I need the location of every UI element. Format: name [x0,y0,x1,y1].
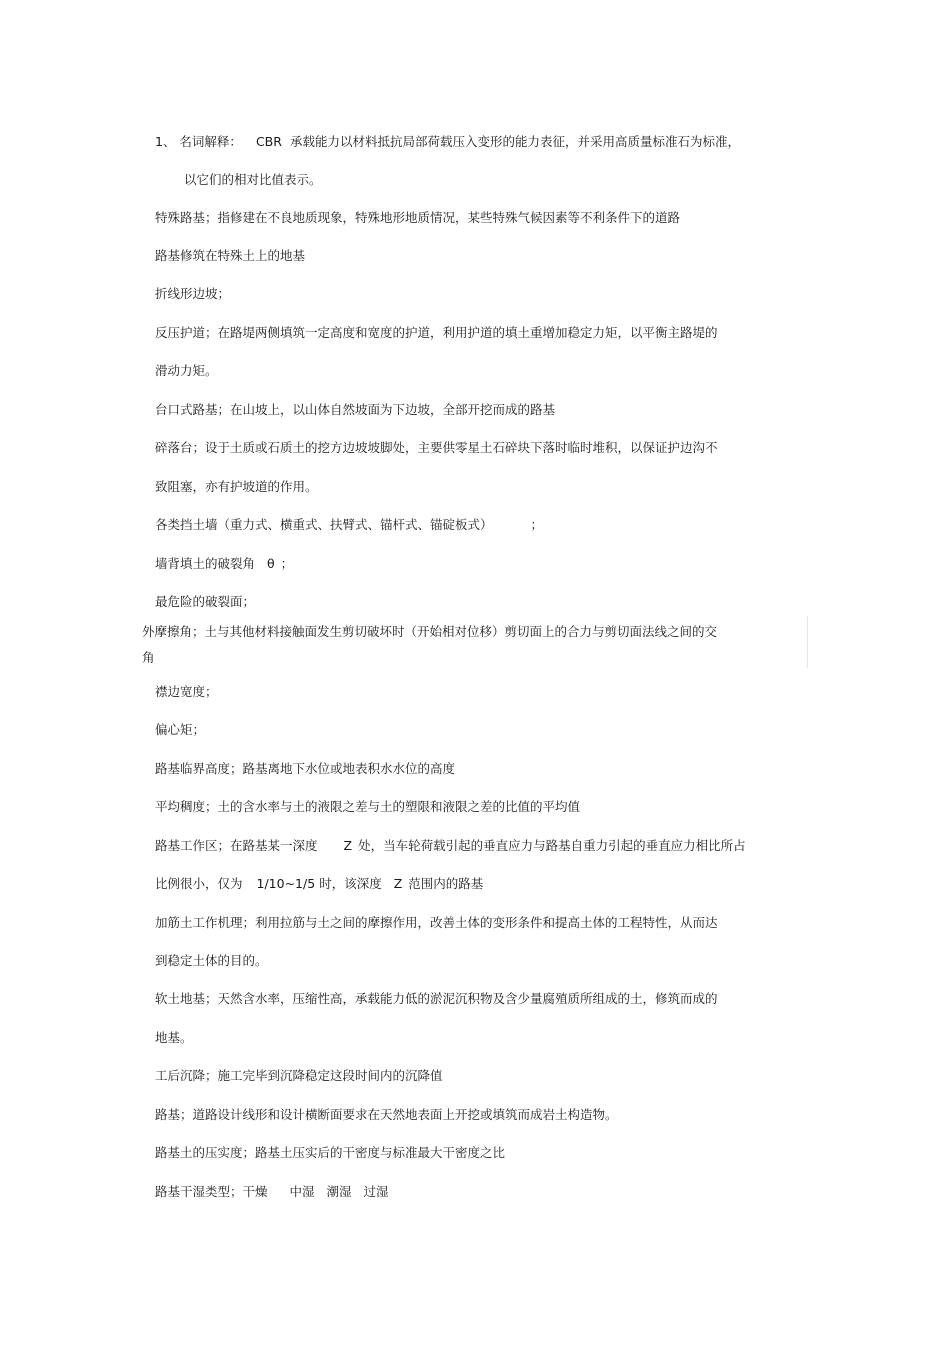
text-line: 最危险的破裂面； [155,594,256,609]
text-line: 路基工作区；在路基某一深度 Z 处，当车轮荷载引起的垂直应力与路基自重力引起的垂直应力相比所占 [155,838,746,853]
margin-rule [807,616,808,668]
text-line: 台口式路基；在山坡上，以山体自然坡面为下边坡，全部开挖而成的路基 [155,402,556,417]
text-line: 1、 名词解释： CBR 承载能力以材料抵抗局部荷载压入变形的能力表征，并采用高质量标准石为标准， [155,134,740,149]
text-line: 平均稠度；土的含水率与土的液限之差与土的塑限和液限之差的比值的平均值 [155,799,581,814]
text-line: 到稳定土体的目的。 [155,953,268,968]
text-line: 路基临界高度；路基离地下水位或地表积水水位的高度 [155,761,456,776]
text-line: 折线形边坡； [155,286,231,301]
text-line: 比例很小，仅为 1/10~1/5 时，该深度 Z 范围内的路基 [155,876,484,891]
text-line: 路基修筑在特殊土上的地基 [155,248,306,263]
text-line: 软土地基；天然含水率，压缩性高，承载能力低的淤泥沉积物及含少量腐殖质所组成的土，修筑而成的 [155,991,718,1006]
text-line: 致阻塞，亦有护坡道的作用。 [155,479,318,494]
text-line: 各类挡土墙（重力式、横重式、扶臂式、锚杆式、锚碇板式） ； [155,517,544,532]
text-line: 特殊路基；指修建在不良地质现象，特殊地形地质情况，某些特殊气候因素等不利条件下的道路 [155,210,681,225]
text-line: 反压护道；在路堤两侧填筑一定高度和宽度的护道，利用护道的填土重增加稳定力矩，以平衡主路堤的 [155,325,718,340]
text-line: 工后沉降；施工完毕到沉降稳定这段时间内的沉降值 [155,1068,443,1083]
text-line: 以它们的相对比值表示。 [184,172,322,187]
text-line: 墙背填土的破裂角 θ ； [155,556,294,571]
text-line: 角 [142,650,155,665]
text-line: 襟边宽度； [155,684,218,699]
text-line: 地基。 [155,1030,193,1045]
text-line: 路基；道路设计线形和设计横断面要求在天然地表面上开挖或填筑而成岩土构造物。 [155,1107,618,1122]
text-line: 加筋土工作机理；利用拉筋与土之间的摩擦作用，改善土体的变形条件和提高土体的工程特性，从而达 [155,915,718,930]
text-line: 路基干湿类型；干燥 中湿 潮湿 过湿 [155,1184,389,1199]
text-line: 碎落台；设于土质或石质土的挖方边坡坡脚处，主要供零星土石碎块下落时临时堆积，以保证护边沟不 [155,440,718,455]
text-line: 外摩擦角；土与其他材料接触面发生剪切破坏时（开始相对位移）剪切面上的合力与剪切面法线之间的交 [142,624,718,639]
text-line: 偏心矩； [155,722,206,737]
text-line: 路基土的压实度；路基土压实后的干密度与标准最大干密度之比 [155,1145,506,1160]
text-line: 滑动力矩。 [155,363,218,378]
